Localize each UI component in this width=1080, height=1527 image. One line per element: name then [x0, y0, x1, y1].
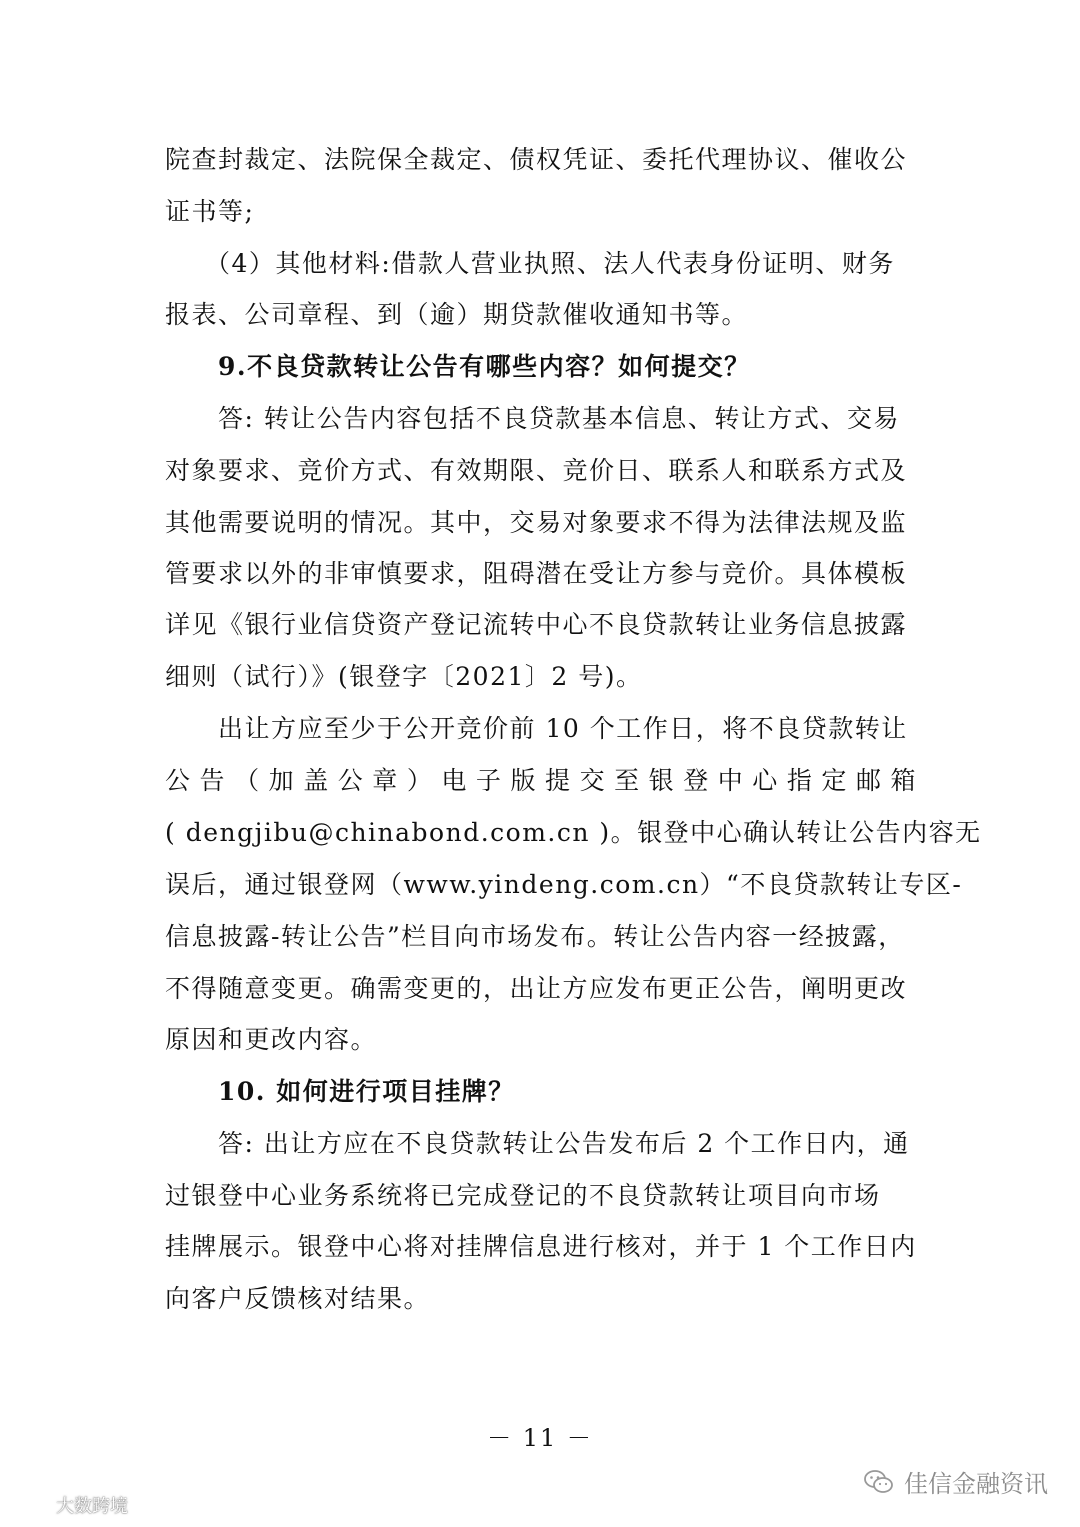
paragraph-line: 其他需要说明的情况。其中，交易对象要求不得为法律法规及监	[165, 508, 908, 537]
spread-char: 盖	[303, 766, 330, 795]
paragraph-line: 对象要求、竞价方式、有效期限、竞价日、联系人和联系方式及	[165, 456, 908, 485]
spread-char: 提	[545, 766, 572, 795]
paragraph-line: 挂牌展示。银登中心将对挂牌信息进行核对，并于 1 个工作日内	[165, 1232, 917, 1261]
spread-char: 子	[475, 766, 503, 795]
paragraph-line: 过银登中心业务系统将已完成登记的不良贷款转让项目向市场	[165, 1181, 881, 1210]
spread-char: 公	[337, 766, 365, 795]
paragraph-line: （4）其他材料:借款人营业执照、法人代表身份证明、财务	[205, 249, 895, 278]
wechat-watermark	[864, 1464, 1048, 1499]
paragraph-line: 答: 出让方应在不良贷款转让公告发布后 2 个工作日内，通	[218, 1129, 910, 1158]
spread-char: 邮	[855, 766, 883, 795]
question-heading-9: 9.不良贷款转让公告有哪些内容？如何提交？	[218, 352, 751, 381]
paragraph-line: 误后，通过银登网（www.yindeng.com.cn）“不良贷款转让专区-	[165, 870, 963, 899]
spread-char: 交	[579, 766, 607, 795]
wechat-icon	[864, 1469, 894, 1495]
paragraph-line: 报表、公司章程、到（逾）期贷款催收通知书等。	[165, 300, 749, 329]
spread-char: 银	[648, 766, 676, 795]
wechat-account-name: 佳信金融资讯	[904, 1470, 1048, 1498]
spread-char: 告	[199, 766, 227, 795]
spread-char: 版	[510, 766, 537, 795]
spread-char: 电	[441, 766, 468, 795]
paragraph-line: 向客户反馈核对结果。	[165, 1284, 431, 1313]
paragraph-line: ( dengjibu@chinabond.com.cn )。银登中心确认转让公告内容无	[165, 818, 982, 847]
paragraph-line: 详见《银行业信贷资产登记流转中心不良贷款转让业务信息披露	[165, 610, 908, 639]
spread-char: 至	[614, 766, 641, 795]
spread-char: 指	[786, 766, 814, 795]
spread-char: （	[234, 766, 261, 795]
paragraph-line: 院查封裁定、法院保全裁定、债权凭证、委托代理协议、催收公	[165, 145, 908, 174]
paragraph-line: 原因和更改内容。	[165, 1025, 378, 1054]
spread-char: 章	[372, 766, 399, 795]
corner-watermark	[10, 1492, 128, 1518]
paragraph-line: 信息披露-转让公告”栏目向市场发布。转让公告内容一经披露，	[165, 922, 905, 951]
spread-char: 公	[165, 766, 192, 795]
corner-logo-icon	[10, 1493, 50, 1518]
paragraph-line: 出让方应至少于公开竞价前 10 个工作日，将不良贷款转让	[218, 714, 908, 743]
spread-char: 定	[821, 766, 848, 795]
corner-watermark-text: 大数跨境	[56, 1496, 128, 1517]
page-number: － 11 －	[487, 1424, 593, 1452]
spread-char: 心	[752, 766, 779, 795]
paragraph-line: 管要求以外的非审慎要求，阻碍潜在受让方参与竞价。具体模板	[165, 559, 908, 588]
paragraph-line: 答: 转让公告内容包括不良贷款基本信息、转让方式、交易	[218, 404, 900, 433]
spread-char: 登	[683, 766, 710, 795]
spread-char: 中	[717, 766, 745, 795]
question-heading-10: 10. 如何进行项目挂牌？	[218, 1077, 515, 1106]
paragraph-line: 不得随意变更。确需变更的，出让方应发布更正公告，阐明更改	[165, 974, 908, 1003]
spread-char: 加	[268, 766, 296, 795]
spread-char: ）	[406, 766, 434, 795]
paragraph-line-spread	[165, 764, 917, 798]
spread-char: 箱	[890, 766, 917, 795]
paragraph-line: 证书等;	[165, 197, 255, 226]
paragraph-line: 细则（试行）》(银登字〔2021〕2 号)。	[165, 662, 643, 691]
